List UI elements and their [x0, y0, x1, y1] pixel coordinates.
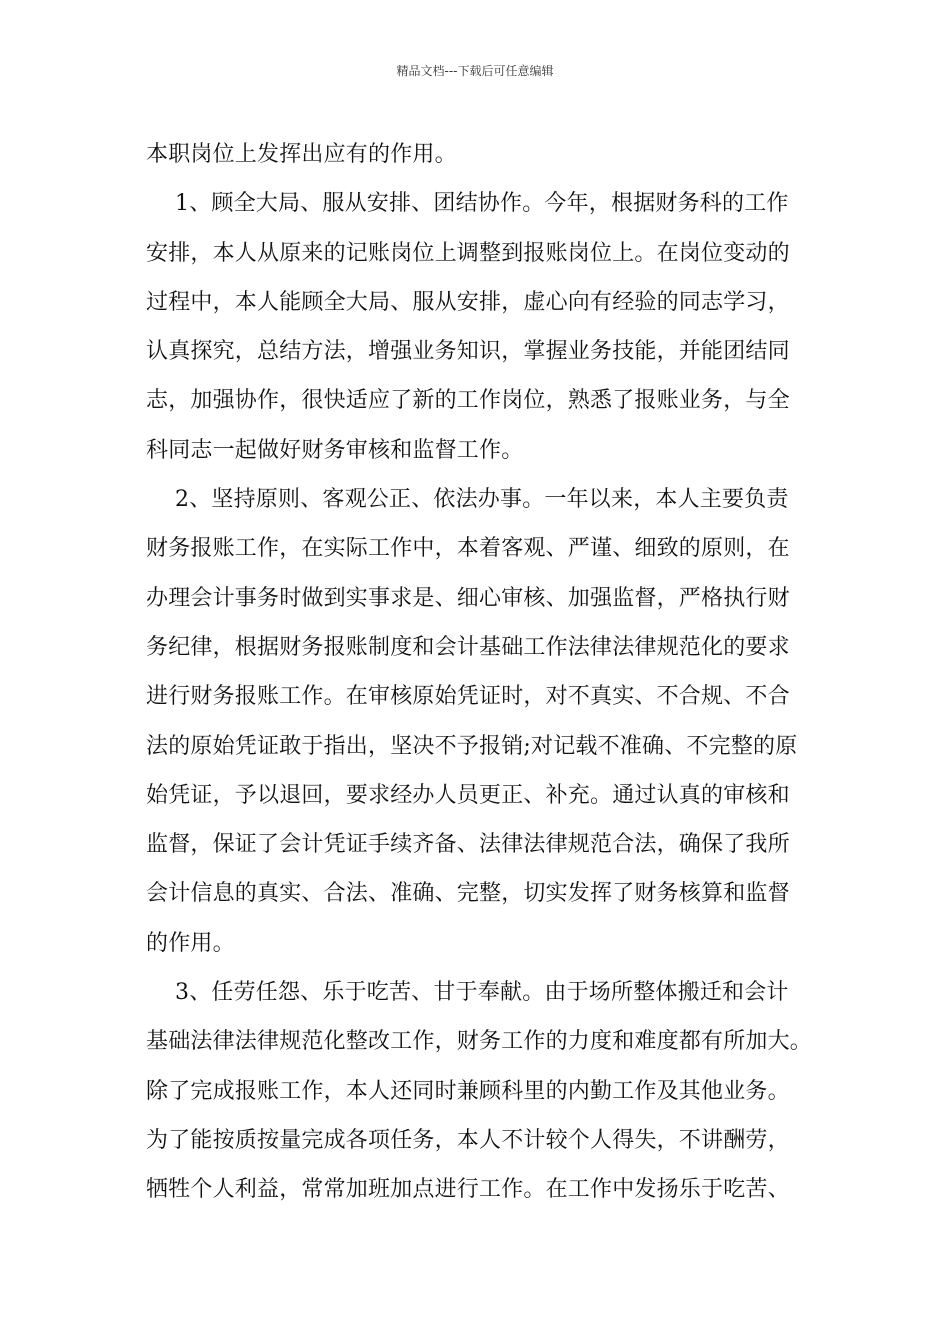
text-line: 1、顾全大局、服从安排、团结协作。今年，根据财务科的工作 [175, 191, 789, 217]
document-body [146, 130, 816, 1215]
text-line: 始凭证，予以退回，要求经办人员更正、补充。通过认真的审核和 [146, 782, 790, 808]
text-line: 进行财务报账工作。在审核原始凭证时，对不真实、不合规、不合 [146, 684, 790, 710]
text-line: 3、任劳任怨、乐于吃苦、甘于奉献。由于场所整体搬迁和会计 [175, 980, 789, 1006]
text-line: 科同志一起做好财务审核和监督工作。 [146, 437, 524, 463]
text-line: 志，加强协作，很快适应了新的工作岗位，熟悉了报账业务，与全 [146, 388, 790, 414]
text-line: 为了能按质按量完成各项任务，本人不计较个人得失，不讲酬劳， [146, 1127, 790, 1153]
text-line: 认真探究，总结方法，增强业务知识，掌握业务技能，并能团结同 [146, 339, 790, 365]
text-line: 过程中，本人能顾全大局、服从安排，虚心向有经验的同志学习， [146, 289, 790, 315]
text-line: 会计信息的真实、合法、准确、完整，切实发挥了财务核算和监督 [146, 881, 790, 907]
text-line: 2、坚持原则、客观公正、依法办事。一年以来，本人主要负责 [175, 487, 789, 513]
text-line: 财务报账工作，在实际工作中，本着客观、严谨、细致的原则，在 [146, 536, 790, 562]
text-line: 牺牲个人利益，常常加班加点进行工作。在工作中发扬乐于吃苦、 [146, 1177, 790, 1203]
text-line: 务纪律，根据财务报账制度和会计基础工作法律法律规范化的要求 [146, 634, 790, 660]
text-line: 基础法律法律规范化整改工作，财务工作的力度和难度都有所加大。 [146, 1029, 813, 1055]
text-line: 办理会计事务时做到实事求是、细心审核、加强监督，严格执行财 [146, 585, 790, 611]
text-line: 的作用。 [146, 930, 235, 956]
text-line: 本职岗位上发挥出应有的作用。 [146, 142, 457, 167]
text-line: 安排，本人从原来的记账岗位上调整到报账岗位上。在岗位变动的 [146, 240, 790, 266]
text-line: 监督，保证了会计凭证手续齐备、法律法律规范合法，确保了我所 [146, 832, 790, 858]
page-header: 精品文档---下载后可任意编辑 [396, 64, 554, 78]
text-line: 除了完成报账工作，本人还同时兼顾科里的内勤工作及其他业务。 [146, 1078, 790, 1104]
text-line: 法的原始凭证敢于指出，坚决不予报销;对记载不准确、不完整的原 [146, 733, 798, 759]
